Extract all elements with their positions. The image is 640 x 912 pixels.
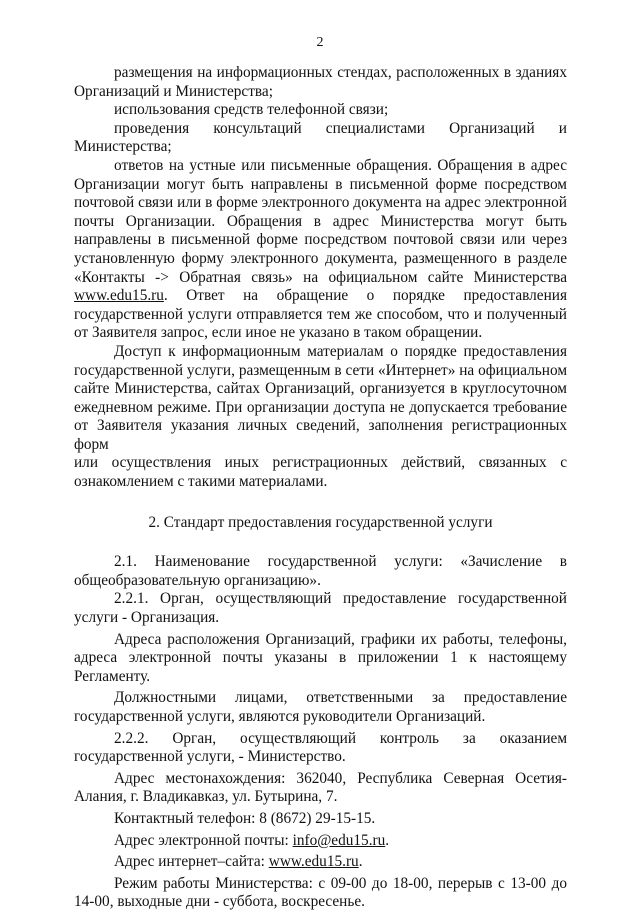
paragraph-line: от Заявителя указания личных сведений, заполнения регистрационных форм [74, 417, 567, 453]
paragraph-line: от Заявителя запрос, если иное не указано в таком обращении. [74, 324, 483, 342]
paragraph-line: адреса электронной почты указаны в приложении 1 к настоящему [74, 649, 567, 667]
paragraph-line: услуги - Организация. [74, 609, 220, 627]
contact-website-line [74, 853, 567, 872]
paragraph-line: или осуществления иных регистрационных действий, связанных с [74, 454, 567, 472]
paragraph-line: 2.2.2. Орган, осуществляющий контроль за оказанием [114, 729, 567, 747]
paragraph-line: ответов на устные или письменные обращения. Обращения в адрес [114, 156, 567, 174]
paragraph-line: 2.2.1. Орган, осуществляющий предоставление государственной [114, 590, 567, 608]
email-label: Адрес электронной почты: [114, 831, 293, 849]
paragraph-line: сайте Министерства, сайтах Организаций, организуется в круглосуточном [74, 380, 567, 398]
paragraph-line: Доступ к информационным материалам о порядке предоставления [114, 342, 567, 360]
contact-email-line [74, 832, 567, 851]
paragraph-line: Адреса расположения Организаций, графики их работы, телефоны, [114, 630, 567, 648]
paragraph-line: Организации могут быть направлены в письменной форме посредством [74, 175, 567, 193]
contact-phone: Контактный телефон: 8 (8672) 29-15-15. [114, 809, 376, 827]
paragraph-line: ежедневном режиме. При организации доступа не допускается требование [74, 398, 567, 416]
website-end: . [358, 853, 363, 871]
paragraph-line: почты Организации. Обращения в адрес Министерства могут быть [74, 212, 567, 230]
document-body [74, 64, 567, 912]
paragraph-line: государственной услуги отправляется тем же способом, что и полученный [74, 305, 567, 323]
email-end: . [385, 831, 390, 849]
paragraph-line: общеобразовательную организацию». [74, 571, 321, 589]
paragraph-line: Алания, г. Владикавказ, ул. Бутырина, 7. [74, 788, 338, 806]
paragraph-line: Адрес местонахождения: 362040, Республика Северная Осетия- [114, 769, 567, 787]
paragraph-line: Должностными лицами, ответственными за предоставление [114, 689, 567, 707]
website-link[interactable]: www.edu15.ru [268, 853, 359, 871]
ministry-website-link[interactable]: www.edu15.ru [74, 287, 164, 305]
paragraph-line: Регламенту. [74, 667, 151, 685]
paragraph-text: . Ответ на обращение о порядке предоставления [163, 287, 567, 305]
website-label: Адрес интернет–сайта: [114, 853, 269, 871]
paragraph-line: направлены в письменной форме посредством почтовой связи или через [74, 231, 567, 249]
email-link[interactable]: info@edu15.ru [292, 831, 386, 849]
paragraph-line [74, 287, 567, 306]
paragraph-line: Организаций и Министерства; [74, 82, 273, 100]
paragraph-line: государственной услуги, - Министерство. [74, 748, 346, 766]
paragraph-line: Режим работы Министерства: с 09-00 до 18-00, перерыв с 13-00 до [114, 874, 567, 892]
paragraph-line: государственной услуги, являются руководители Организаций. [74, 708, 486, 725]
paragraph-line: размещения на информационных стендах, расположенных в зданиях [114, 64, 567, 81]
paragraph-line: проведения консультаций специалистами Организаций и [114, 119, 567, 137]
paragraph-line: государственной услуги, размещенным в сети «Интернет» на официальном [74, 361, 567, 379]
paragraph-line: 14-00, выходные дни - суббота, воскресенье. [74, 893, 365, 911]
paragraph-line: 2.1. Наименование государственной услуги: «Зачисление в [114, 553, 567, 571]
paragraph-line: почтовой связи или в форме электронного документа на адрес электронной [74, 194, 567, 212]
paragraph-line: ознакомлением с такими материалами. [74, 473, 328, 491]
paragraph-line: использования средств телефонной связи; [114, 101, 389, 119]
paragraph-line: «Контакты -> Обратная связь» на официальном сайте Министерства [74, 268, 567, 286]
section-heading: 2. Стандарт предоставления государственной услуги [148, 513, 493, 531]
paragraph-line: установленную форму электронного документа, размещенного в разделе [74, 249, 567, 267]
page-number: 2 [316, 35, 324, 50]
paragraph-line: Министерства; [74, 138, 172, 156]
